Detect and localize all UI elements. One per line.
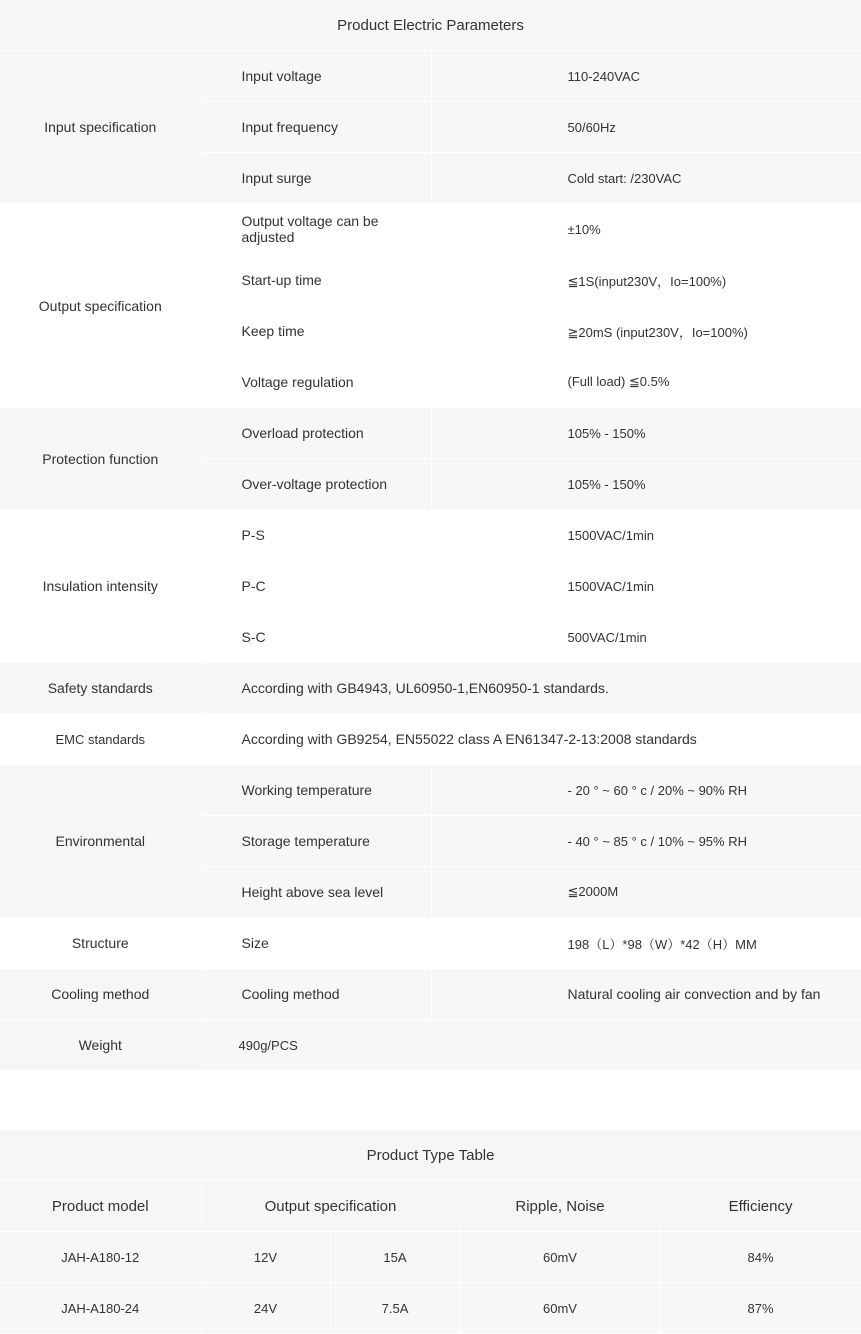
param-value: 105% - 150% — [431, 459, 861, 510]
header-efficiency: Efficiency — [660, 1181, 861, 1232]
efficiency-cell: 87% — [660, 1283, 861, 1334]
param-label: Storage temperature — [201, 816, 431, 867]
param-value: 198（L）*98（W）*42（H）MM — [431, 918, 861, 969]
param-value: ±10% — [431, 204, 861, 255]
parameters-title: Product Electric Parameters — [0, 0, 861, 51]
param-label: Voltage regulation — [201, 357, 431, 408]
model-cell: JAH-A180-24 — [0, 1283, 201, 1334]
param-value: 50/60Hz — [431, 102, 861, 153]
param-value: Cold start: /230VAC — [431, 153, 861, 204]
product-type-table — [0, 1130, 861, 1334]
voltage-cell: 12V — [201, 1232, 330, 1283]
param-label: Over-voltage protection — [201, 459, 431, 510]
param-label: Input voltage — [201, 51, 431, 102]
current-cell: 15A — [330, 1232, 460, 1283]
header-ripple-noise: Ripple, Noise — [460, 1181, 660, 1232]
param-value: 500VAC/1min — [431, 612, 861, 663]
param-label: Overload protection — [201, 408, 431, 459]
param-label: S-C — [201, 612, 431, 663]
param-label: Start-up time — [201, 255, 431, 306]
ripple-cell: 60mV — [460, 1232, 660, 1283]
param-label: Input surge — [201, 153, 431, 204]
param-value: 1500VAC/1min — [431, 561, 861, 612]
group-protection-function: Protection function — [0, 408, 201, 510]
param-label: Cooling method — [201, 969, 431, 1020]
param-value: 1500VAC/1min — [431, 510, 861, 561]
param-value: Natural cooling air convection and by fan — [431, 969, 861, 1020]
model-cell: JAH-A180-12 — [0, 1232, 201, 1283]
param-value: ≦1S(input230V，Io=100%) — [431, 255, 861, 306]
param-label: Working temperature — [201, 765, 431, 816]
param-value: - 20 ° ~ 60 ° c / 20% ~ 90% RH — [431, 765, 861, 816]
header-product-model: Product model — [0, 1181, 201, 1232]
param-label: P-C — [201, 561, 431, 612]
param-value: 490g/PCS — [201, 1020, 861, 1071]
ripple-cell: 60mV — [460, 1283, 660, 1334]
group-structure: Structure — [0, 918, 201, 969]
type-table-title: Product Type Table — [0, 1130, 861, 1181]
param-value: (Full load) ≦0.5% — [431, 357, 861, 408]
group-safety-standards: Safety standards — [0, 663, 201, 714]
param-value: 110-240VAC — [431, 51, 861, 102]
param-label: Size — [201, 918, 431, 969]
group-weight: Weight — [0, 1020, 201, 1071]
param-value: According with GB9254, EN55022 class A EN61347-2-13:2008 standards — [201, 714, 861, 765]
current-cell: 7.5A — [330, 1283, 460, 1334]
group-environmental: Environmental — [0, 765, 201, 918]
efficiency-cell: 84% — [660, 1232, 861, 1283]
table-row — [0, 1232, 861, 1283]
group-emc-standards: EMC standards — [0, 714, 201, 765]
param-label: Keep time — [201, 306, 431, 357]
voltage-cell: 24V — [201, 1283, 330, 1334]
table-row — [0, 1283, 861, 1334]
param-value: ≦2000M — [431, 867, 861, 918]
param-value: 105% - 150% — [431, 408, 861, 459]
header-output-specification: Output specification — [201, 1181, 460, 1232]
group-insulation-intensity: Insulation intensity — [0, 510, 201, 663]
param-value: According with GB4943, UL60950-1,EN60950-1 standards. — [201, 663, 861, 714]
param-label: Input frequency — [201, 102, 431, 153]
param-value: ≧20mS (input230V，Io=100%) — [431, 306, 861, 357]
param-value: - 40 ° ~ 85 ° c / 10% ~ 95% RH — [431, 816, 861, 867]
param-label: Output voltage can be adjusted — [201, 204, 431, 255]
param-label: Height above sea level — [201, 867, 431, 918]
group-cooling-method: Cooling method — [0, 969, 201, 1020]
group-input-specification: Input specification — [0, 51, 201, 204]
group-output-specification: Output specification — [0, 204, 201, 408]
param-label: P-S — [201, 510, 431, 561]
